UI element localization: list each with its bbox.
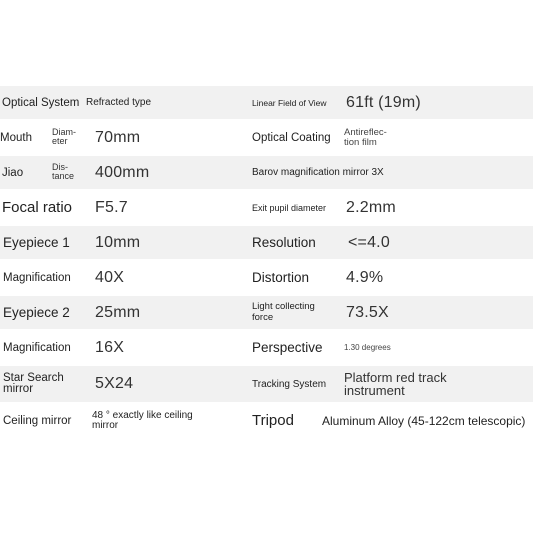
label-optical-coating: Optical Coating: [252, 131, 331, 144]
value-jiao-distance: 400mm: [95, 163, 150, 181]
spec-row-optical-system: [0, 86, 533, 119]
label-perspective: Perspective: [252, 340, 323, 355]
label-eyepiece-1: Eyepiece 1: [3, 235, 70, 250]
label-barov-magnification: Barov magnification mirror 3X: [252, 167, 384, 178]
label-optical-system: Optical System: [2, 96, 80, 109]
label-exit-pupil-diameter: Exit pupil diameter: [252, 202, 327, 213]
spec-row-jiao-distance: [0, 156, 533, 189]
value-resolution: <=4.0: [348, 233, 390, 251]
label-focal-ratio: Focal ratio: [2, 199, 73, 216]
label-tripod: Tripod: [252, 412, 294, 429]
label-ceiling-mirror: Ceiling mirror: [3, 414, 72, 427]
value-magnification-1: 40X: [95, 268, 125, 286]
value-tripod: Aluminum Alloy (45-122cm telescopic): [322, 413, 526, 428]
value-tracking-system: Platform red track instrument: [344, 370, 447, 398]
value-ceiling-mirror: 48 ° exactly like ceiling mirror: [92, 409, 193, 431]
spec-table: [0, 86, 533, 439]
value-eyepiece-2: 25mm: [95, 303, 141, 321]
label-jiao-distance-sub: Dis- tance: [52, 161, 75, 182]
value-optical-coating: Antireflec- tion film: [344, 126, 387, 148]
label-mouth: Mouth: [0, 131, 32, 144]
value-magnification-2: 16X: [95, 338, 125, 356]
label-magnification-2: Magnification: [3, 341, 71, 354]
label-light-collecting-force: Light collecting force: [252, 301, 315, 323]
value-optical-system: Refracted type: [86, 97, 152, 108]
label-mouth-diameter-sub: Diam- eter: [52, 126, 76, 147]
label-eyepiece-2: Eyepiece 2: [3, 305, 70, 320]
spec-row-eyepiece-2: [0, 296, 533, 329]
label-distortion: Distortion: [252, 270, 310, 285]
value-eyepiece-1: 10mm: [95, 233, 141, 251]
spec-row-magnification-2: [0, 329, 533, 366]
spec-row-focal-ratio: [0, 189, 533, 226]
label-star-search-mirror: Star Search mirror: [3, 371, 64, 395]
spec-row-star-search-mirror: [0, 366, 533, 402]
label-resolution: Resolution: [252, 235, 316, 250]
value-perspective: 1.30 degrees: [344, 343, 391, 352]
value-focal-ratio: F5.7: [95, 198, 128, 216]
label-magnification-1: Magnification: [3, 271, 71, 284]
value-star-search-mirror: 5X24: [95, 375, 134, 392]
spec-row-eyepiece-1: [0, 226, 533, 259]
label-jiao: Jiao: [2, 166, 24, 179]
spec-row-mouth-diameter: [0, 119, 533, 156]
value-linear-field-of-view: 61ft (19m): [346, 93, 421, 111]
value-distortion: 4.9%: [346, 268, 384, 286]
label-tracking-system: Tracking System: [252, 378, 327, 390]
spec-row-magnification-1: [0, 259, 533, 296]
value-mouth-diameter: 70mm: [95, 128, 141, 146]
spec-row-ceiling-mirror: [0, 402, 533, 439]
label-linear-field-of-view: Linear Field of View: [252, 97, 327, 108]
value-light-collecting-force: 73.5X: [346, 303, 389, 321]
value-exit-pupil-diameter: 2.2mm: [346, 198, 396, 216]
